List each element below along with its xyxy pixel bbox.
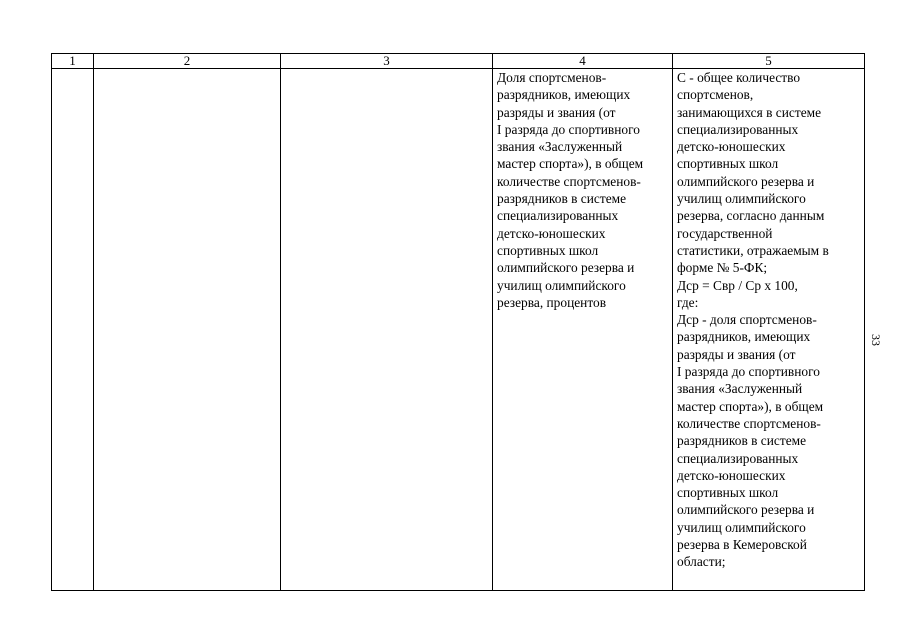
column-header-5: 5 bbox=[673, 54, 865, 69]
table-cell-col1 bbox=[52, 69, 94, 591]
column-header-2: 2 bbox=[94, 54, 281, 69]
calculation-method-text: С - общее количество спортсменов, занимающихся в системе специализированных детско-юношеских спортивных школ олимпийского резерва и училищ олимпийского резерва, согласно данным государственной статистики, отражаемым в форме № 5-ФК; Дср = Свр / Ср x 100, где: Дср - доля спортсменов- разрядников, имеющих разряды и звания (от I разряда до спортивного звания «Заслуженный мастер спорта»), в общем количестве спортсменов- разрядников в системе специализированных детско-юношеских спортивных школ олимпийского резерва и училищ олимпийского резерва в Кемеровской области; bbox=[677, 70, 829, 570]
table-header-row bbox=[52, 54, 865, 69]
indicator-name-text: Доля спортсменов- разрядников, имеющих разряды и звания (от I разряда до спортивного звания «Заслуженный мастер спорта»), в общем количестве спортсменов- разрядников в системе специализированных детско-юношеских спортивных школ олимпийского резерва и училищ олимпийского резерва, процентов bbox=[497, 70, 644, 310]
table-cell-col3 bbox=[281, 69, 493, 591]
column-header-3: 3 bbox=[281, 54, 493, 69]
table-row bbox=[52, 69, 865, 591]
table-cell-col2 bbox=[94, 69, 281, 591]
indicator-table bbox=[51, 53, 865, 591]
table-cell-calculation-method bbox=[673, 69, 865, 591]
table-cell-indicator-name bbox=[493, 69, 673, 591]
page-number: 33 bbox=[869, 334, 883, 346]
column-header-1: 1 bbox=[52, 54, 94, 69]
column-header-4: 4 bbox=[493, 54, 673, 69]
